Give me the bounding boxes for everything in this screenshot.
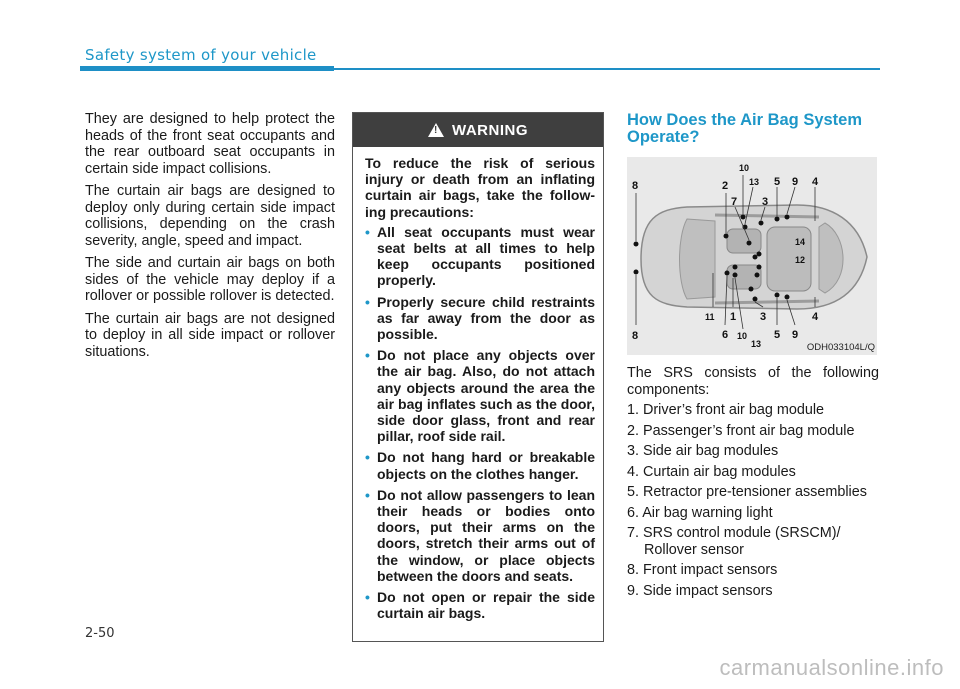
diagram-label: 2 <box>722 180 729 192</box>
component-dot <box>753 297 758 302</box>
diagram-label: 11 <box>705 312 715 322</box>
srs-intro: The SRS consists of the following components: <box>627 365 879 398</box>
component-dot <box>785 215 790 220</box>
curtain-airbag-bottom <box>715 301 819 303</box>
diagram-label: 14 <box>795 237 806 247</box>
component-dot <box>759 221 764 226</box>
warning-header <box>353 113 603 147</box>
section-header-title: Safety system of your vehicle <box>85 46 317 64</box>
list-item: 1. Driver’s front air bag module <box>627 402 825 418</box>
diagram-label: 5 <box>774 176 781 188</box>
warning-label: WARNING <box>452 121 528 139</box>
srs-components-list <box>627 402 879 599</box>
section-title: How Does the Air Bag System Operate? <box>627 111 863 146</box>
component-dot <box>775 293 780 298</box>
component-dot <box>757 252 762 257</box>
diagram-label: 1 <box>730 311 737 323</box>
curtain-airbag-top <box>715 215 819 217</box>
header-rule-thin <box>334 68 880 70</box>
paragraph: The curtain air bags are not designed to deploy in all side impact or rollover situations. <box>85 310 335 360</box>
list-item: 9. Side impact sensors <box>627 582 773 599</box>
component-dot <box>733 265 738 270</box>
component-dot <box>753 255 758 260</box>
list-item: 2. Passenger’s front air bag module <box>627 422 855 439</box>
right-column <box>627 111 879 599</box>
diagram-label: 8 <box>632 330 639 342</box>
diagram-label: 13 <box>749 177 760 187</box>
warning-item: • Do not hang hard or breakable objects on the clothes hanger. <box>365 449 595 481</box>
diagram-label: 7 <box>731 196 738 208</box>
component-dot <box>757 265 762 270</box>
component-dot <box>725 271 730 276</box>
diagram-label: 10 <box>739 163 750 173</box>
component-dot <box>749 287 754 292</box>
warning-triangle-icon <box>428 123 444 137</box>
paragraph: They are designed to help protect the heads of the front seat occupants and the rear outboard seat occupants in certain side impact collisions. <box>85 111 335 177</box>
warning-item: • All seat occupants must wear seat belts at all times to help keep occupants positioned properly. <box>365 224 595 289</box>
diagram-label: 9 <box>792 176 799 188</box>
warning-item: • Properly secure child restraints as far away from the door as possible. <box>365 294 595 343</box>
component-dot <box>785 295 790 300</box>
component-dot <box>755 273 760 278</box>
warning-body <box>353 147 603 621</box>
component-dot <box>733 273 738 278</box>
list-item: 4. Curtain air bag modules <box>627 463 796 480</box>
diagram-code: ODH033104L/Q <box>806 342 875 353</box>
paragraph: The curtain air bags are designed to deploy only during certain side impact collisions, depending on the crash severity, angle, speed and impact. <box>85 183 335 249</box>
car-diagram-svg <box>627 157 877 355</box>
component-dot <box>634 242 639 247</box>
paragraph: The side and curtain air bags on both sides of the vehicle may deploy if a rollover or possible rollover is detected. <box>85 255 335 304</box>
list-item: 8. Front impact sensors <box>627 562 778 578</box>
component-dot <box>634 270 639 275</box>
left-column <box>85 111 335 366</box>
component-dot <box>741 215 746 220</box>
front-seat-right <box>727 229 761 253</box>
component-dot <box>747 241 752 246</box>
warning-list <box>365 224 595 622</box>
page-number: 2-50 <box>85 626 115 641</box>
diagram-label: 4 <box>812 176 819 188</box>
srs-components-section <box>627 365 879 603</box>
diagram-label: 8 <box>632 180 639 192</box>
list-item: 3. Side air bag modules <box>627 443 779 459</box>
diagram-label: 13 <box>751 339 762 349</box>
watermark: carmanualsonline.info <box>719 655 944 680</box>
diagram-label: 12 <box>795 255 806 265</box>
component-dot <box>775 217 780 222</box>
warning-item: • Do not open or repair the side curtain air bags. <box>365 589 595 621</box>
diagram-label: 9 <box>792 329 799 341</box>
list-item: 7. SRS control module (SRSCM)/ Rollover sensor <box>627 525 841 558</box>
warning-box <box>352 112 604 642</box>
diagram-label: 4 <box>812 311 819 323</box>
list-item: 5. Retractor pre-tensioner assemblies <box>627 484 867 500</box>
list-item: 6. Air bag warning light <box>627 504 773 521</box>
windshield-shape <box>680 219 716 299</box>
diagram-label: 10 <box>737 331 748 341</box>
diagram-label: 3 <box>760 311 767 323</box>
diagram-label: 6 <box>722 329 729 341</box>
warning-item: • Do not allow passengers to lean their heads or bodies onto doors, put their arms on the doors, stretch their arms out of the window, or place objects between the doors and seats. <box>365 487 595 584</box>
airbag-system-diagram <box>627 157 877 355</box>
header-rule-thick <box>80 66 334 71</box>
warning-item: • Do not place any objects over the air bag. Also, do not attach any objects around the area the air bag inflates such as the door, side door glass, front and rear pillar, roof side rail. <box>365 347 595 444</box>
warning-intro: To reduce the risk of serious injury or death from an inflating curtain air bags, take the follow-ing precautions: <box>365 155 595 220</box>
diagram-label: 3 <box>762 196 769 208</box>
diagram-label: 5 <box>774 329 781 341</box>
component-dot <box>724 234 729 239</box>
